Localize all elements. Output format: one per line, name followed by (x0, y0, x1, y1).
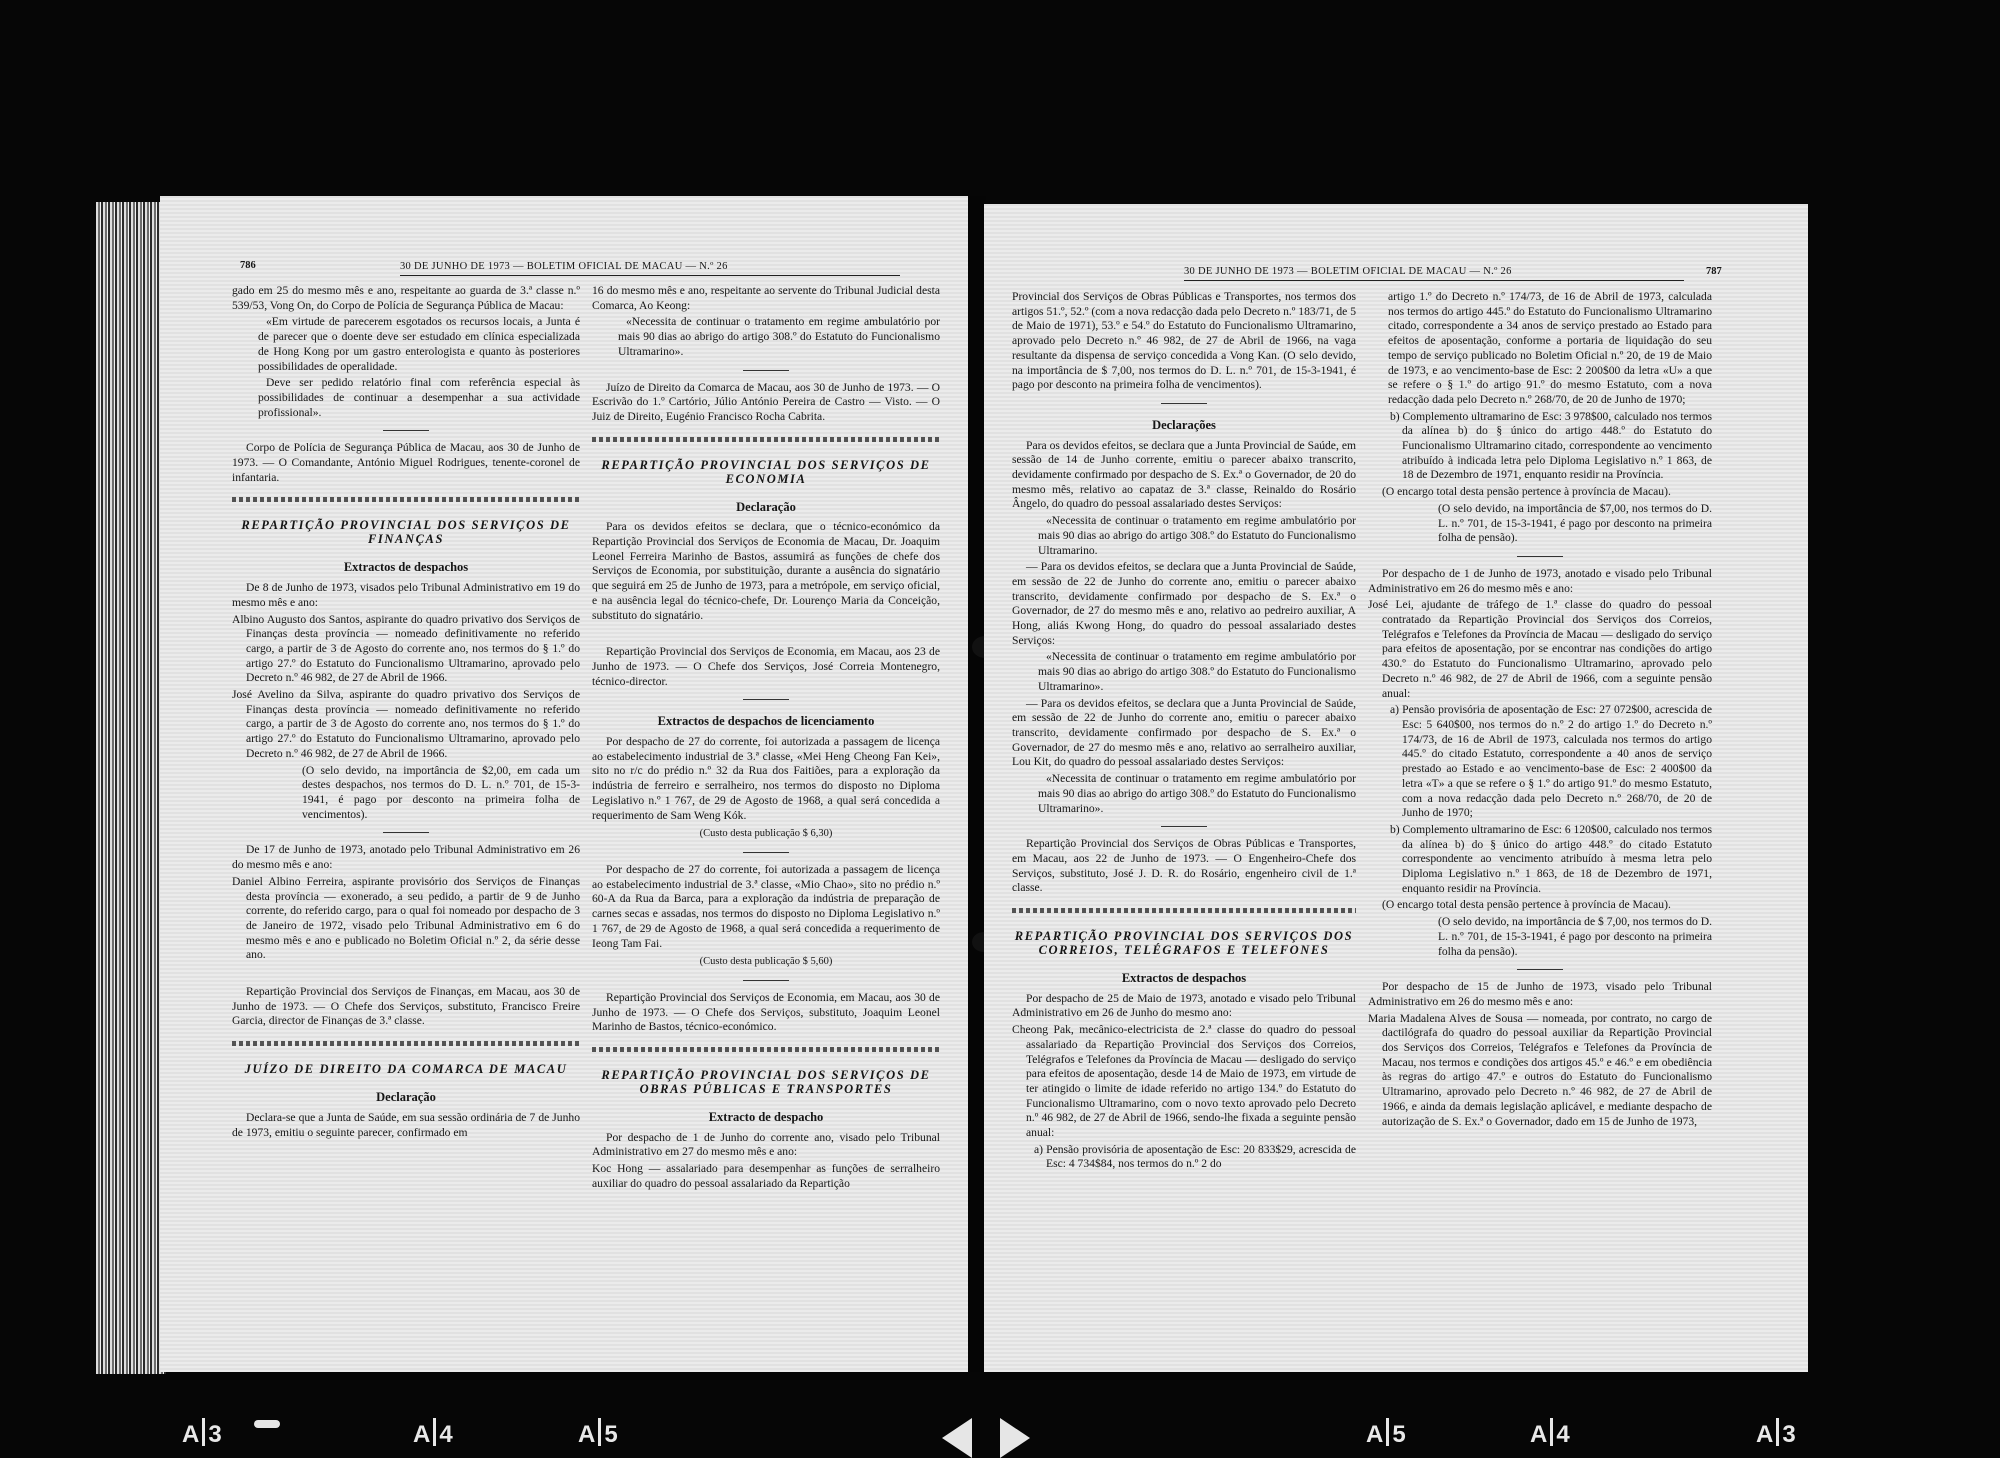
film-code: A 3 (182, 1418, 222, 1449)
paragraph: (O encargo total desta pensão pertence à província de Macau). (1382, 898, 1671, 912)
signature-block: Repartição Provincial dos Serviços de Obras Públicas e Transportes, em Macau, aos 22 de Junho de 1973. — O Engenheiro-Chefe dos Serviços, substituto, José J. D. R. do Rosário, engenheiro civil de 1.ª classe. (1012, 837, 1356, 895)
list-item: b) Complemento ultramarino de Esc: 3 978$00, calculado nos termos da alínea b) do § único do artigo 448.º do Estatuto do Funcionalismo Ultramarino citado, correspondente ao vencimento atribuído à indicada letra pelo Diploma Legislativo n.º 1 863, de 18 de Dezembro de 1971, enquanto residir na Província. (1390, 409, 1712, 482)
publication-cost: (Custo desta publicação $ 6,30) (699, 828, 833, 840)
paragraph: Para os devidos efeitos se declara, que o técnico-económico da Repartição Provincial dos Serviços de Economia de Macau, Dr. Joaquim Leonel Ferreira Marinho de Bastos, assumirá as funções de chefe dos Serviços de Economia, por substituição, durante a ausência do signatário que seguirá em 25 de Junho de 1973, para a metrópole, em serviço oficial, e na ausência legal do técnico-chefe, Dr. Lourenço Maria da Conceição, substituto do signatário. (592, 520, 940, 622)
paragraph: José Lei, ajudante de tráfego de 1.ª classe do quadro do pessoal contratado da Repartição Provincial dos Serviços dos Correios, Telégrafos e Telefones da Província de Macau — desligado do serviço para efeitos de aposentação, por se encontrar nas condições do artigo 430.º do Estatuto do Funcionalismo Ultramarino, aprovado pelo Decreto n.º 46 982, de 27 de Abril de 1966, com a seguinte pensão anual: (1368, 598, 1712, 700)
left-page-number: 786 (240, 260, 256, 271)
paragraph: De 8 de Junho de 1973, visados pelo Tribunal Administrativo em 19 do mesmo mês e ano: (232, 581, 580, 609)
stamp-note: (O selo devido, na importância de $7,00, nos termos do D. L. n.º 701, de 15-3-1941, é pago por desconto na primeira folha de pensão). (1438, 501, 1712, 545)
section-divider (232, 1041, 580, 1046)
publication-cost: (Custo desta publicação $ 5,60) (699, 956, 833, 968)
divider (383, 430, 429, 431)
divider (743, 852, 789, 853)
paragraph: Maria Madalena Alves de Sousa — nomeada, por contrato, no cargo de dactilógrafa do quadro do pessoal auxiliar da Repartição Provincial dos Serviços dos Correios, Telégrafos e Telefones da Província de Macau, nos termos e condições dos artigos 45.º e 46.º e em obediência às regras do artigo 47.º e outros do Estatuto do Funcionalismo Ultramarino, aprovado pelo Decreto n.º 46 982, de 27 de Abril de 1966, e ainda da demais legislação aplicável, e mediante despacho de autorização de S. Ex.ª o Governador, dado em 15 de Junho de 1973, (1368, 1011, 1712, 1128)
section-heading: Extracto de despacho (708, 1110, 824, 1125)
paragraph: Por despacho de 1 de Junho de 1973, anotado e visado pelo Tribunal Administrativo em 26 do mesmo mês e ano: (1368, 566, 1712, 595)
section-heading: Declaração (376, 1090, 436, 1105)
paragraph: — Para os devidos efeitos, se declara que a Junta Provincial de Saúde, em sessão de 22 de Junho do corrente ano, emitiu o parecer abaixo transcrito, devidamente confirmado por despacho de S. Ex.ª o Governador, de 27 do mesmo mês e ano, relativo ao pedreiro auxiliar, A Hong, aliás Kwong Hong, do quadro do pessoal assalariado destes Serviços: (1012, 560, 1356, 647)
signature-block: Repartição Provincial dos Serviços de Economia, em Macau, aos 30 de Junho de 1973. — O Chefe dos Serviços, substituto, Joaquim Leonel Marinho de Bastos, técnico-económico. (592, 990, 940, 1034)
quote: «Em virtude de parecerem esgotados os recursos locais, a Junta é de parecer que o doente deve ser estudado em clínica especializada de Hong Kong por um gastro enterologista e quanto às posteriores possibilidades de operalidade. (258, 315, 580, 373)
list-item: a) Pensão provisória de aposentação de Esc: 20 833$29, acrescida de Esc: 4 734$84, nos termos do n.º 2 do (1034, 1142, 1356, 1171)
left-page (160, 196, 969, 1372)
section-divider (592, 1047, 940, 1052)
film-code: A 3 (1756, 1418, 1796, 1449)
paragraph: José Avelino da Silva, aspirante do quadro privativo dos Serviços de Finanças desta província — nomeado definitivamente no referido cargo, a partir de 3 de Agosto do corrente ano, nos termos do § 1.º do artigo 27.º do Estatuto do Funcionalismo Ultramarino, aprovado pelo Decreto n.º 46 982, de 27 de Abril de 1966. (232, 688, 580, 760)
divider (743, 980, 789, 981)
right-page-number: 787 (1706, 266, 1722, 277)
right-running-header: 30 DE JUNHO DE 1973 — BOLETIM OFICIAL DE MACAU — N.º 26 (1184, 266, 1684, 281)
divider (743, 699, 789, 700)
divider (1517, 969, 1563, 970)
department-heading: REPARTIÇÃO PROVINCIAL DOS SERVIÇOS DE FINANÇAS (241, 518, 571, 547)
paragraph: Por despacho de 27 do corrente, foi autorizada a passagem de licença ao estabelecimento industrial de 3.ª classe, «Mio Chao», sito no prédio n.º 60-A da Rua da Barca, para a exploração da indústria de preparação de carnes secas e assadas, nos termos do disposto no Diploma Legislativo n.º 1 767, de 29 de Agosto de 1968, a qual será concedida a requerimento de Ieong Tam Fai. (592, 862, 940, 950)
paragraph: gado em 25 do mesmo mês e ano, respeitante ao guarda de 3.ª classe n.º 539/53, Vong On, do Corpo de Polícia de Segurança Pública de Macau: (232, 284, 580, 312)
stamp-note: (O selo devido, na importância de $2,00, em cada um destes despachos, nos termos do D. L. n.º 701, de 15-3-1941, é pago por desconto na primeira folha de vencimentos). (302, 763, 580, 821)
paragraph: artigo 1.º do Decreto n.º 174/73, de 16 de Abril de 1973, calculada nos termos do artigo 445.º do Estatuto do Funcionalismo Ultramarino citado, correspondente a 34 anos de serviço prestado ao Estado para efeitos de aposentação, conforme a portaria de liquidação do seu tempo de serviço publicado no Boletim Oficial n.º 20, de 19 de Maio de 1973, e ao vencimento-base de Esc: 2 200$00 da letra «U» a que se refere o § 1.º do artigo 91.º do mesmo Estatuto, com a nova redacção dada pelo Decreto n.º 268/70, de 20 de Junho de 1970; (1388, 290, 1712, 406)
paragraph: Por despacho de 25 de Maio de 1973, anotado e visado pelo Tribunal Administrativo em 26 de Junho do mesmo ano: (1012, 991, 1356, 1020)
quote: Deve ser pedido relatório final com referência especial às possibilidades de continuar a desempenhar a sua actividade profissional». (258, 376, 580, 419)
section-heading: Extractos de despachos (343, 560, 469, 575)
paragraph: (O encargo total desta pensão pertence à província de Macau). (1382, 485, 1671, 499)
right-page (984, 204, 1808, 1372)
film-code: A 5 (578, 1418, 618, 1449)
divider (1517, 556, 1563, 557)
left-column-1 (232, 284, 580, 1142)
list-item: b) Complemento ultramarino de Esc: 6 120$00, calculado nos termos da alínea b) do § único do artigo 448.º do citado Estatuto correspondente ao vencimento atribuído à mesma letra pelo Diploma Legislativo n.º 1 863, de 18 de Dezembro de 1971, enquanto residir na Província. (1390, 822, 1712, 895)
paragraph: Albino Augusto dos Santos, aspirante do quadro privativo dos Serviços de Finanças desta província — nomeado definitivamente no referido cargo, a partir de 3 de Agosto do corrente ano, nos termos do § 1.º do artigo 27.º do Estatuto do Funcionalismo Ultramarino, aprovado pelo Decreto n.º 46 982, de 27 de Abril de 1966. (232, 612, 580, 685)
paragraph: Para os devidos efeitos, se declara que a Junta Provincial de Saúde, em sessão de 14 de Junho corrente, emitiu o parecer abaixo transcrito, devidamente confirmado por despacho de S. Ex.ª o Governador, de 20 do mesmo mês, relativo ao capataz de 3.ª classe, Reinaldo do Rosário Ângelo, do quadro do pessoal assalariado destes Serviços: (1012, 438, 1356, 511)
page-edge-stack (96, 202, 166, 1374)
department-heading: JUÍZO DE DIREITO DA COMARCA DE MACAU (244, 1062, 568, 1077)
paragraph: 16 do mesmo mês e ano, respeitante ao servente do Tribunal Judicial desta Comarca, Ao Keong: (592, 284, 940, 312)
section-divider (232, 497, 580, 502)
left-column-2 (592, 284, 940, 1194)
divider (1161, 826, 1207, 827)
left-running-header: 30 DE JUNHO DE 1973 — BOLETIM OFICIAL DE MACAU — N.º 26 (400, 261, 900, 276)
section-heading: Declarações (1152, 417, 1216, 432)
section-divider (592, 437, 940, 442)
paragraph: Declara-se que a Junta de Saúde, em sua sessão ordinária de 7 de Junho de 1973, emitiu o seguinte parecer, confirmado em (232, 1110, 580, 1139)
signature-block: Repartição Provincial dos Serviços de Finanças, em Macau, aos 30 de Junho de 1973. — O Chefe dos Serviços, substituto, Francisco Freire Garcia, director de Finanças de 3.ª classe. (232, 985, 580, 1028)
film-mark (254, 1420, 280, 1428)
film-code: A 4 (1530, 1418, 1570, 1449)
paragraph: Cheong Pak, mecânico-electricista de 2.ª classe do quadro do pessoal assalariado da Repartição Provincial dos Serviços dos Correios, Telégrafos e Telefones da Província de Macau — desligado do serviço para efeitos de aposentação, desde 14 de Maio de 1973, em virtude de ter atingido o limite de idade referido no artigo 134.º do Estatuto do Funcionalismo Ultramarino, com o novo texto aprovado pelo Decreto n.º 46 982, de 27 de Abril de 1966, sendo-lhe fixada a seguinte pensão anual: (1012, 1023, 1356, 1140)
divider (1161, 403, 1207, 404)
paragraph: Por despacho de 1 de Junho do corrente ano, visado pelo Tribunal Administrativo em 27 do mesmo mês e ano: (592, 1130, 940, 1159)
paragraph: Provincial dos Serviços de Obras Públicas e Transportes, nos termos dos artigos 51.º, 52.º (com a nova redacção dada pelo Decreto n.º 183/71, de 5 de Maio de 1971), 53.º e 54.º do Estatuto do Funcionalismo Ultramarino, aprovado pelo Decreto n.º 46 982, de 27 de Abril de 1966, na vaga resultante da dispensa de serviço concedida a Vong Kan. (O selo devido, na importância de $ 7,00, nos termos do D. L. n.º 701, de 15-3-1941, é pago por desconto na primeira folha de vencimentos). (1012, 290, 1356, 392)
quote: «Necessita de continuar o tratamento em regime ambulatório por mais 90 dias ao abrigo do artigo 308.º do Estatuto do Funcionalismo Ultramarino». (1038, 650, 1356, 693)
department-heading: REPARTIÇÃO PROVINCIAL DOS SERVIÇOS DOS CORREIOS, TELÉGRAFOS E TELEFONES (1014, 929, 1354, 958)
quote: «Necessita de continuar o tratamento em regime ambulatório por mais 90 dias ao abrigo do artigo 308.º do Estatuto do Funcionalismo Ultramarino». (1038, 772, 1356, 815)
film-code: A 5 (1366, 1418, 1406, 1449)
right-column-1 (1012, 290, 1356, 1174)
section-heading: Declaração (736, 499, 796, 514)
section-divider (1012, 908, 1356, 913)
quote: «Necessita de continuar o tratamento em regime ambulatório por mais 90 dias ao abrigo do artigo 308.º do Estatuto do Funcionalismo Ultramarino. (1038, 514, 1356, 557)
paragraph: Por despacho de 15 de Junho de 1973, visado pelo Tribunal Administrativo em 26 do mesmo mês e ano: (1368, 980, 1712, 1008)
right-column-2 (1368, 290, 1712, 1131)
quote: «Necessita de continuar o tratamento em regime ambulatório por mais 90 dias ao abrigo do artigo 308.º do Estatuto do Funcionalismo Ultramarino». (618, 315, 940, 358)
signature-block: Corpo de Polícia de Segurança Pública de Macau, aos 30 de Junho de 1973. — O Comandante, António Miguel Rodrigues, tenente-coronel de infantaria. (232, 441, 580, 484)
list-item: a) Pensão provisória de aposentação de Esc: 27 072$00, acrescida de Esc: 5 640$00, nos termos do n.º 2 do artigo 1.º do Decreto n.º 174/73, de 16 de Abril de 1973, calculada nos termos do artigo 445.º do citado Estatuto, correspondente a 40 anos de serviço prestado ao Estado e ao vencimento-base de Esc: 2 400$00 da letra «T» a que se refere o § 1.º do artigo 91.º do mesmo Estatuto, com a nova redacção dada pelo Decreto n.º 268/70, de 20 de Junho de 1970; (1390, 703, 1712, 820)
signature-block: Juízo de Direito da Comarca de Macau, aos 30 de Junho de 1973. — O Escrivão do 1.º Cartório, Júlio António Pereira de Castro — Visto. — O Juiz de Direito, Eugénio Francisco Rocha Cabrita. (592, 380, 940, 423)
film-marker-left-arrow (942, 1418, 972, 1458)
paragraph: Koc Hong — assalariado para desempenhar as funções de serralheiro auxiliar do quadro do pessoal assalariado da Repartição (592, 1162, 940, 1190)
section-heading: Extractos de despachos (1121, 971, 1247, 986)
department-heading: REPARTIÇÃO PROVINCIAL DOS SERVIÇOS DE ECONOMIA (601, 457, 931, 486)
paragraph: Daniel Albino Ferreira, aspirante provisório dos Serviços de Finanças desta província — exonerado, a seu pedido, a partir de 9 de Junho corrente, do referido cargo, para o qual foi nomeado por despacho de 3 de Janeiro de 1972, visado pelo Tribunal Administrativo em 6 do mesmo mês e ano e publicado no Boletim Oficial n.º 2, da série desse ano. (232, 874, 580, 962)
film-code: A 4 (413, 1418, 453, 1449)
stamp-note: (O selo devido, na importância de $ 7,00, nos termos do D. L. n.º 701, de 15-3-1941, é pago por desconto na primeira folha da pensão). (1438, 915, 1713, 958)
signature-block: Repartição Provincial dos Serviços de Economia, em Macau, aos 23 de Junho de 1973. — O Chefe dos Serviços, José Correia Montenegro, técnico-director. (592, 645, 940, 688)
paragraph: Por despacho de 27 do corrente, foi autorizada a passagem de licença ao estabelecimento industrial de 3.ª classe, «Mei Heng Cheong Fan Kei», sito no r/c do prédio n.º 32 da Rua dos Faitiões, para a exploração da indústria de ferreiro e serralheiro, nos termos do disposto no Diploma Legislativo n.º 1 767, de 29 de Agosto de 1968, a qual será concedida a requerimento de Sam Weng Kók. (592, 735, 940, 822)
film-marker-right-arrow (1000, 1418, 1030, 1458)
department-heading: REPARTIÇÃO PROVINCIAL DOS SERVIÇOS DE OBRAS PÚBLICAS E TRANSPORTES (601, 1068, 931, 1097)
paragraph: De 17 de Junho de 1973, anotado pelo Tribunal Administrativo em 26 do mesmo mês e ano: (232, 843, 580, 872)
paragraph: — Para os devidos efeitos, se declara que a Junta Provincial de Saúde, em sessão de 22 de Junho do corrente ano, emitiu o parecer abaixo transcrito, devidamente confirmado por despacho de S. Ex.ª o Governador, de 27 do mesmo mês e ano, relativo ao serralheiro auxiliar, Lou Kit, do quadro do pessoal assalariado destes Serviços: (1012, 696, 1356, 769)
divider (743, 370, 789, 371)
divider (383, 832, 429, 833)
section-heading: Extractos de despachos de licenciamento (657, 714, 875, 729)
